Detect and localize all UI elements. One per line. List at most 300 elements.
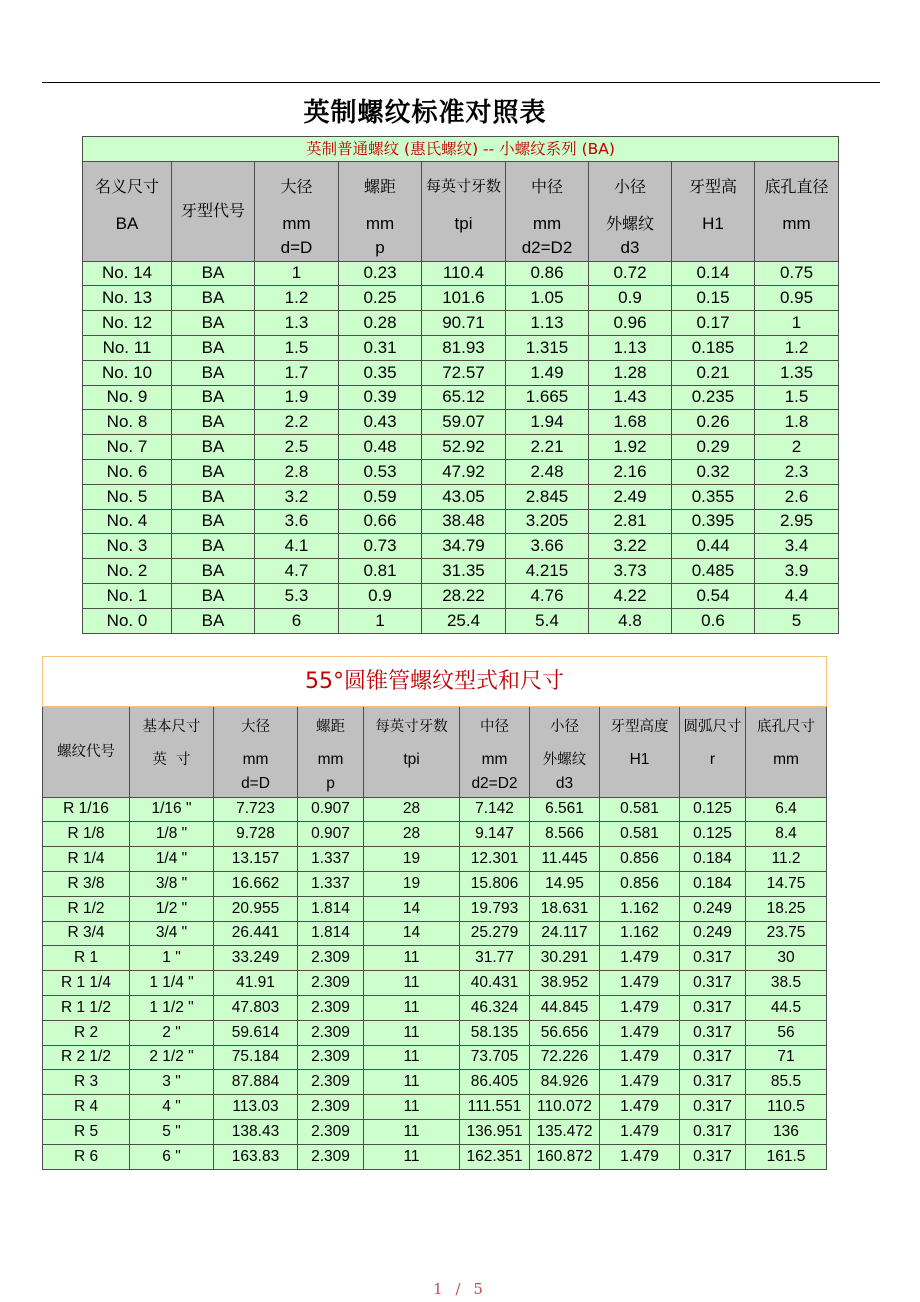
table-cell: 2.309 [298, 1070, 364, 1095]
table-cell: No. 1 [83, 583, 172, 608]
table-cell: 47.92 [422, 459, 506, 484]
table-cell: 0.581 [600, 797, 680, 822]
table-cell: 2.81 [589, 509, 672, 534]
table-cell: BA [172, 311, 255, 336]
table-cell: 1.2 [255, 286, 339, 311]
table-cell: 1.28 [589, 360, 672, 385]
table-cell: 1 [339, 608, 422, 633]
table-cell: No. 10 [83, 360, 172, 385]
header-pitch: 螺距 [339, 162, 422, 212]
table-cell: 0.184 [680, 847, 746, 872]
table-cell: 0.317 [680, 1095, 746, 1120]
table-cell: 1.9 [255, 385, 339, 410]
table-cell: No. 6 [83, 459, 172, 484]
table-cell: 3 " [130, 1070, 214, 1095]
table-row [83, 360, 839, 385]
table-cell: 0.96 [589, 311, 672, 336]
table-cell: 110.5 [746, 1095, 827, 1120]
table-cell: 5.3 [255, 583, 339, 608]
table-cell: R 1 [43, 946, 130, 971]
unit-bottom: mm [746, 748, 827, 773]
table-cell: 0.95 [755, 286, 839, 311]
table-row [43, 1095, 827, 1120]
table-cell: 25.4 [422, 608, 506, 633]
table-cell: R 1 1/2 [43, 995, 130, 1020]
table-cell: 0.317 [680, 1020, 746, 1045]
table-row [43, 946, 827, 971]
table-cell: 14 [364, 896, 460, 921]
table-cell: 1.162 [600, 896, 680, 921]
table-cell: 38.48 [422, 509, 506, 534]
table-cell: No. 11 [83, 335, 172, 360]
header-blank [422, 236, 506, 261]
table-row [43, 995, 827, 1020]
table-cell: No. 0 [83, 608, 172, 633]
unit-tpi: tpi [422, 212, 506, 237]
table-cell: 2.49 [589, 484, 672, 509]
table-cell: 1 [755, 311, 839, 336]
header-bottom-hole: 底孔尺寸 [746, 707, 827, 748]
header-major-diameter: 大径 [255, 162, 339, 212]
page-indicator [0, 1280, 920, 1298]
table-cell: 90.71 [422, 311, 506, 336]
table-row [83, 286, 839, 311]
table-row [83, 534, 839, 559]
table-cell: 3/8 " [130, 871, 214, 896]
table-cell: 1.13 [506, 311, 589, 336]
table-row [83, 459, 839, 484]
table-cell: 28.22 [422, 583, 506, 608]
table-cell: BA [172, 583, 255, 608]
table-cell: BA [172, 410, 255, 435]
table-cell: 0.43 [339, 410, 422, 435]
table-cell: 7.142 [460, 797, 530, 822]
table-row [83, 335, 839, 360]
table-cell: 1 1/4 " [130, 971, 214, 996]
unit-minor: 外螺纹 [589, 212, 672, 237]
table-row [83, 484, 839, 509]
table-cell: 24.117 [530, 921, 600, 946]
table-cell: No. 12 [83, 311, 172, 336]
table-cell: 3.73 [589, 559, 672, 584]
table-cell: 1.92 [589, 435, 672, 460]
table-cell: 2.3 [755, 459, 839, 484]
table-cell: 0.72 [589, 261, 672, 286]
table-cell: 1.7 [255, 360, 339, 385]
table-row [43, 971, 827, 996]
table-cell: R 3/4 [43, 921, 130, 946]
table-cell: 0.44 [672, 534, 755, 559]
table-cell: 1.665 [506, 385, 589, 410]
table-cell: 0.26 [672, 410, 755, 435]
header-nominal-size: 名义尺寸 [83, 162, 172, 212]
table-cell: 28 [364, 822, 460, 847]
table-cell: 11 [364, 946, 460, 971]
header-minor-diameter: 小径 [530, 707, 600, 748]
table-cell: 0.73 [339, 534, 422, 559]
table-cell: 1/8 " [130, 822, 214, 847]
header-blank [672, 236, 755, 261]
header-blank [600, 772, 680, 797]
table-cell: 1.13 [589, 335, 672, 360]
table-cell: 1.479 [600, 971, 680, 996]
table-row [83, 583, 839, 608]
table-cell: 33.249 [214, 946, 298, 971]
table-cell: 5 " [130, 1119, 214, 1144]
table-cell: BA [172, 484, 255, 509]
table-cell: 30.291 [530, 946, 600, 971]
table-cell: 110.4 [422, 261, 506, 286]
table-cell: 0.25 [339, 286, 422, 311]
table-cell: 4.8 [589, 608, 672, 633]
table-cell: 58.135 [460, 1020, 530, 1045]
table-cell: BA [172, 261, 255, 286]
table-cell: 11.2 [746, 847, 827, 872]
table-cell: 161.5 [746, 1144, 827, 1169]
table-cell: 0.32 [672, 459, 755, 484]
table-cell: No. 7 [83, 435, 172, 460]
table-cell: 1.337 [298, 871, 364, 896]
unit-pitch: mm [298, 748, 364, 773]
table-cell: BA [172, 509, 255, 534]
table-cell: 59.07 [422, 410, 506, 435]
table-cell: 0.317 [680, 1119, 746, 1144]
table-cell: 0.317 [680, 995, 746, 1020]
header-pitch-diameter: 中径 [460, 707, 530, 748]
table-cell: 23.75 [746, 921, 827, 946]
table-cell: R 1/8 [43, 822, 130, 847]
pipe-thread-table [42, 656, 827, 1170]
table-cell: 1.315 [506, 335, 589, 360]
table-cell: 9.728 [214, 822, 298, 847]
table-cell: 1.43 [589, 385, 672, 410]
unit-tpi: tpi [364, 748, 460, 773]
table-cell: 2.2 [255, 410, 339, 435]
table-cell: R 1/16 [43, 797, 130, 822]
table-cell: 1.35 [755, 360, 839, 385]
table-cell: 4.215 [506, 559, 589, 584]
table-cell: 3.22 [589, 534, 672, 559]
header-thread-code: 螺纹代号 [43, 707, 130, 798]
table-cell: 4.22 [589, 583, 672, 608]
table-cell: 0.581 [600, 822, 680, 847]
table-cell: 0.23 [339, 261, 422, 286]
table-cell: 56 [746, 1020, 827, 1045]
unit-pitch-diameter: mm [460, 748, 530, 773]
table-cell: 2.309 [298, 1119, 364, 1144]
table-cell: BA [172, 459, 255, 484]
table-cell: 0.17 [672, 311, 755, 336]
table-cell: 0.31 [339, 335, 422, 360]
table-cell: 1.8 [755, 410, 839, 435]
symbol-minor: d3 [530, 772, 600, 797]
table-cell: 1.479 [600, 946, 680, 971]
symbol-major: d=D [255, 236, 339, 261]
header-tpi: 每英寸牙数 [364, 707, 460, 748]
table-cell: 1.05 [506, 286, 589, 311]
table-cell: 1.814 [298, 896, 364, 921]
table-cell: 3.66 [506, 534, 589, 559]
table-cell: No. 3 [83, 534, 172, 559]
table-row [43, 921, 827, 946]
table-cell: 4.7 [255, 559, 339, 584]
table-cell: 11 [364, 1095, 460, 1120]
table-cell: 19 [364, 847, 460, 872]
table-cell: 19.793 [460, 896, 530, 921]
table-cell: 0.53 [339, 459, 422, 484]
table-cell: BA [172, 385, 255, 410]
table-cell: 31.35 [422, 559, 506, 584]
table-cell: R 2 [43, 1020, 130, 1045]
table-row [43, 871, 827, 896]
table-cell: 111.551 [460, 1095, 530, 1120]
table-cell: 1.337 [298, 847, 364, 872]
table-cell: BA [172, 559, 255, 584]
symbol-major: d=D [214, 772, 298, 797]
table-cell: No. 5 [83, 484, 172, 509]
table-cell: No. 13 [83, 286, 172, 311]
header-tpi: 每英寸牙数 [422, 162, 506, 212]
table-cell: No. 14 [83, 261, 172, 286]
header-thread-code: 牙型代号 [172, 162, 255, 262]
table-cell: 16.662 [214, 871, 298, 896]
table-cell: 30 [746, 946, 827, 971]
header-blank [746, 772, 827, 797]
table-cell: 52.92 [422, 435, 506, 460]
table-cell: 13.157 [214, 847, 298, 872]
table-cell: 1.5 [255, 335, 339, 360]
header-thread-height: 牙型高 [672, 162, 755, 212]
table-row [43, 1020, 827, 1045]
table-cell: 3/4 " [130, 921, 214, 946]
table-cell: 2 1/2 " [130, 1045, 214, 1070]
table-cell: 25.279 [460, 921, 530, 946]
table-cell: 0.29 [672, 435, 755, 460]
table-cell: 0.249 [680, 921, 746, 946]
table-cell: 0.355 [672, 484, 755, 509]
table-cell: No. 8 [83, 410, 172, 435]
table-cell: 11 [364, 971, 460, 996]
table-cell: 11 [364, 1070, 460, 1095]
table-cell: 2.309 [298, 1020, 364, 1045]
table-cell: R 2 1/2 [43, 1045, 130, 1070]
table-cell: 38.952 [530, 971, 600, 996]
table-cell: 11 [364, 1119, 460, 1144]
table-cell: 87.884 [214, 1070, 298, 1095]
table-cell: 1.94 [506, 410, 589, 435]
table-cell: 0.66 [339, 509, 422, 534]
table-cell: 1 " [130, 946, 214, 971]
table-cell: 1.3 [255, 311, 339, 336]
table-row [83, 435, 839, 460]
table-cell: 3.205 [506, 509, 589, 534]
table-cell: 1.479 [600, 1144, 680, 1169]
table-cell: 72.57 [422, 360, 506, 385]
table-cell: 6.561 [530, 797, 600, 822]
table-cell: 26.441 [214, 921, 298, 946]
header-nominal-size: 基本尺寸 [130, 707, 214, 748]
table-cell: No. 9 [83, 385, 172, 410]
table-cell: BA [172, 608, 255, 633]
table-cell: R 1/2 [43, 896, 130, 921]
table-cell: 31.77 [460, 946, 530, 971]
table-cell: 0.317 [680, 1070, 746, 1095]
table-cell: 4.1 [255, 534, 339, 559]
table-cell: 0.9 [339, 583, 422, 608]
table-cell: 6.4 [746, 797, 827, 822]
table-cell: 0.856 [600, 871, 680, 896]
table-cell: 11 [364, 1045, 460, 1070]
table-row [43, 1045, 827, 1070]
table-cell: 0.39 [339, 385, 422, 410]
top-rule [42, 82, 880, 83]
header-blank [83, 236, 172, 261]
table-cell: No. 2 [83, 559, 172, 584]
table-cell: 4 " [130, 1095, 214, 1120]
table-cell: 84.926 [530, 1070, 600, 1095]
table-row [83, 261, 839, 286]
table-cell: 12.301 [460, 847, 530, 872]
table-row [83, 311, 839, 336]
table-cell: R 3/8 [43, 871, 130, 896]
table-cell: 135.472 [530, 1119, 600, 1144]
header-thread-height: 牙型高度 [600, 707, 680, 748]
table-cell: 14 [364, 921, 460, 946]
symbol-pitch: p [339, 236, 422, 261]
header-blank [680, 772, 746, 797]
table-cell: BA [172, 534, 255, 559]
ba-table-caption: 英制普通螺纹 (惠氏螺纹) -- 小螺纹系列 (BA) [83, 137, 839, 162]
table-cell: 11.445 [530, 847, 600, 872]
symbol-minor: d3 [589, 236, 672, 261]
table-cell: 0.317 [680, 971, 746, 996]
table-row [83, 385, 839, 410]
table-cell: 3.4 [755, 534, 839, 559]
table-cell: R 3 [43, 1070, 130, 1095]
table-cell: 41.91 [214, 971, 298, 996]
table-cell: 1.2 [755, 335, 839, 360]
table-cell: 28 [364, 797, 460, 822]
table-cell: 46.324 [460, 995, 530, 1020]
table-cell: 136.951 [460, 1119, 530, 1144]
table-cell: 1.479 [600, 1070, 680, 1095]
table-cell: 11 [364, 1020, 460, 1045]
table-cell: 0.14 [672, 261, 755, 286]
page-current: 1 [433, 1280, 447, 1298]
table-row [43, 822, 827, 847]
table-cell: 0.485 [672, 559, 755, 584]
table-cell: 2.309 [298, 1045, 364, 1070]
symbol-pitch-diameter: d2=D2 [506, 236, 589, 261]
table-cell: 44.845 [530, 995, 600, 1020]
table-cell: 44.5 [746, 995, 827, 1020]
table-row [43, 1144, 827, 1169]
table-cell: 20.955 [214, 896, 298, 921]
header-pitch: 螺距 [298, 707, 364, 748]
table-cell: 85.5 [746, 1070, 827, 1095]
table-cell: R 4 [43, 1095, 130, 1120]
table-cell: 81.93 [422, 335, 506, 360]
table-cell: 160.872 [530, 1144, 600, 1169]
table-cell: 0.856 [600, 847, 680, 872]
table-cell: 1/16 " [130, 797, 214, 822]
table-cell: 1.162 [600, 921, 680, 946]
table-cell: 1.5 [755, 385, 839, 410]
table-cell: 0.185 [672, 335, 755, 360]
unit-pitch-diameter: mm [506, 212, 589, 237]
table-cell: 163.83 [214, 1144, 298, 1169]
table-cell: 14.95 [530, 871, 600, 896]
table-row [83, 509, 839, 534]
unit-inch: 英 寸 [130, 748, 214, 773]
table-cell: 0.86 [506, 261, 589, 286]
table-cell: 0.184 [680, 871, 746, 896]
table-cell: 40.431 [460, 971, 530, 996]
table-row [83, 608, 839, 633]
table-cell: R 1/4 [43, 847, 130, 872]
table-cell: 11 [364, 995, 460, 1020]
table-cell: 1.814 [298, 921, 364, 946]
table-cell: 2.309 [298, 1144, 364, 1169]
table-cell: 4.76 [506, 583, 589, 608]
table-cell: 18.631 [530, 896, 600, 921]
table-cell: BA [172, 335, 255, 360]
table-cell: 101.6 [422, 286, 506, 311]
table-cell: BA [172, 360, 255, 385]
table-cell: 0.249 [680, 896, 746, 921]
table-row [43, 847, 827, 872]
table-cell: 0.75 [755, 261, 839, 286]
table-cell: 0.81 [339, 559, 422, 584]
table-cell: R 1 1/4 [43, 971, 130, 996]
table-row [43, 1070, 827, 1095]
page-separator: / [455, 1280, 465, 1298]
table-cell: 3.2 [255, 484, 339, 509]
table-cell: 5.4 [506, 608, 589, 633]
table-cell: 0.59 [339, 484, 422, 509]
header-pitch-diameter: 中径 [506, 162, 589, 212]
table-cell: 19 [364, 871, 460, 896]
table-cell: R 6 [43, 1144, 130, 1169]
table-cell: BA [172, 435, 255, 460]
symbol-pitch-diameter: d2=D2 [460, 772, 530, 797]
table-cell: 2.16 [589, 459, 672, 484]
unit-pitch: mm [339, 212, 422, 237]
table-cell: 136 [746, 1119, 827, 1144]
table-cell: 9.147 [460, 822, 530, 847]
table-cell: 2.48 [506, 459, 589, 484]
table-cell: 2 [755, 435, 839, 460]
table-cell: 8.4 [746, 822, 827, 847]
table-cell: 1.479 [600, 995, 680, 1020]
table-cell: 110.072 [530, 1095, 600, 1120]
table-cell: 0.35 [339, 360, 422, 385]
table-cell: 1.68 [589, 410, 672, 435]
table-cell: 1/2 " [130, 896, 214, 921]
unit-height: H1 [600, 748, 680, 773]
table-cell: 0.28 [339, 311, 422, 336]
table-cell: 1 1/2 " [130, 995, 214, 1020]
table-cell: 6 " [130, 1144, 214, 1169]
table-cell: 0.15 [672, 286, 755, 311]
table-cell: 11 [364, 1144, 460, 1169]
header-major-diameter: 大径 [214, 707, 298, 748]
table-cell: 1.479 [600, 1119, 680, 1144]
table-cell: 2.5 [255, 435, 339, 460]
table-cell: 0.9 [589, 286, 672, 311]
unit-ba: BA [83, 212, 172, 237]
table-cell: 0.125 [680, 797, 746, 822]
